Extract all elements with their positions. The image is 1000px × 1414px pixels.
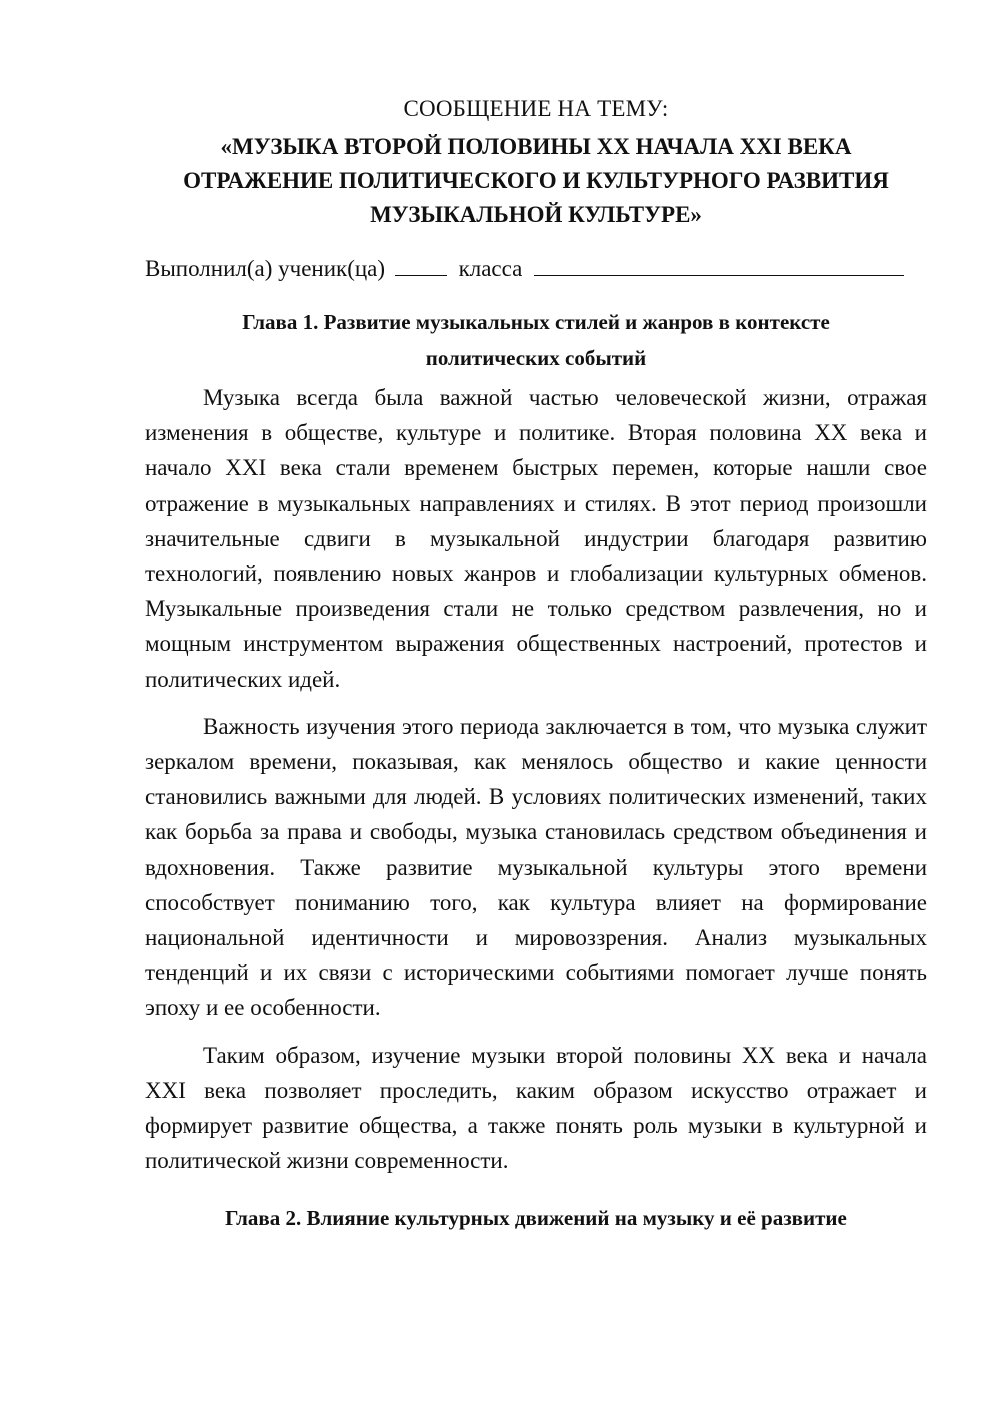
- chapter-1-heading: [145, 304, 927, 376]
- author-class-label: класса: [458, 256, 523, 281]
- chapter-1-heading-line: Глава 1. Развитие музыкальных стилей и жанров в контексте: [242, 310, 830, 334]
- class-blank-field[interactable]: [534, 255, 904, 276]
- chapter-1-paragraph: Таким образом, изучение музыки второй половины XX века и начала XXI века позволяет проследить, каким образом искусство отражает и формирует развитие общества, а также понять роль музыки в культурной и политической жизни современности.: [145, 1042, 927, 1174]
- chapter-1-heading-line: политических событий: [425, 346, 647, 370]
- document-content: [145, 92, 927, 1236]
- document-title: СООБЩЕНИЕ НА ТЕМУ:: [403, 96, 669, 121]
- topic-line: ОТРАЖЕНИЕ ПОЛИТИЧЕСКОГО И КУЛЬТУРНОГО РАЗВИТИЯ: [183, 168, 889, 193]
- author-line: [145, 252, 927, 286]
- topic-line: «МУЗЫКА ВТОРОЙ ПОЛОВИНЫ XX НАЧАЛА XXI ВЕКА: [220, 134, 852, 159]
- topic-line: МУЗЫКАЛЬНОЙ КУЛЬТУРЕ»: [370, 202, 702, 227]
- chapter-1-paragraph: Музыка всегда была важной частью человеческой жизни, отражая изменения в обществе, культуре и политике. Вторая половина XX века и начало XXI века стали временем быстрых перемен, которые нашли свое отражение в музыкальных направлениях и стилях. В этот период произошли значительные сдвиги в музыкальной индустрии благодаря развитию технологий, появлению новых жанров и глобализации культурных обменов. Музыкальные произведения стали не только средством развлечения, но и мощным инструментом выражения общественных настроений, протестов и политических идей.: [145, 385, 927, 692]
- chapter-2-heading: Глава 2. Влияние культурных движений на музыку и её развитие: [225, 1206, 847, 1231]
- grade-blank-field[interactable]: [395, 255, 447, 276]
- document-topic: [145, 130, 927, 232]
- chapter-1-paragraph: Важность изучения этого периода заключается в том, что музыка служит зеркалом времени, показывая, как менялось общество и какие ценности становились важными для людей. В условиях политических изменений, таких как борьба за права и свободы, музыка становилась средством объединения и вдохновения. Также развитие музыкальной культуры этого времени способствует пониманию того, как культура влияет на формирование национальной идентичности и мировоззрения. Анализ музыкальных тенденций и их связи с историческими событиями помогает лучше понять эпоху и ее особенности.: [145, 713, 927, 1021]
- author-prefix: Выполнил(а) ученик(ца): [145, 256, 386, 281]
